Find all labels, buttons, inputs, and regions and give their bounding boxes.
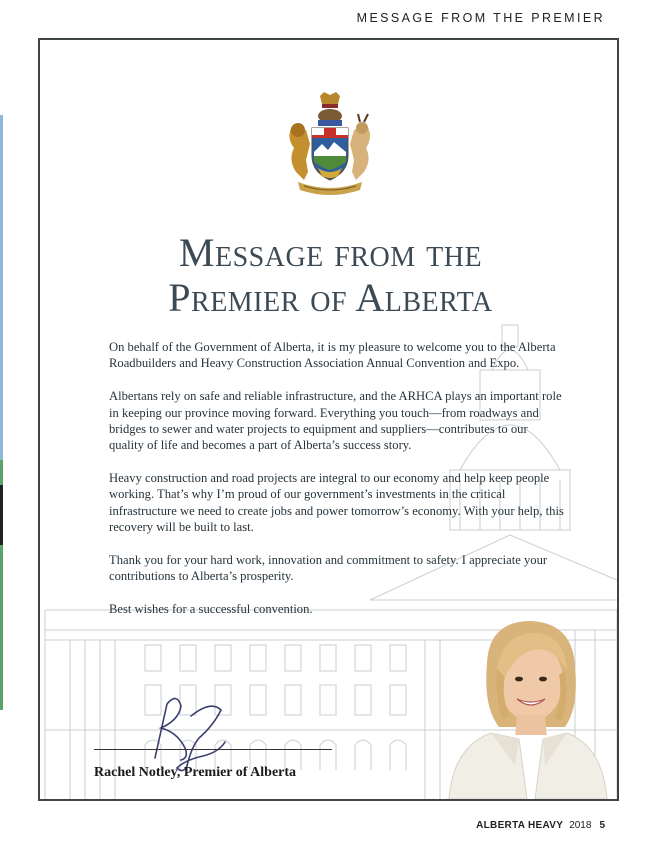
publication-name: ALBERTA HEAVY	[476, 820, 564, 831]
alberta-coat-of-arms-icon	[278, 90, 382, 200]
left-edge-stripe-green	[0, 460, 3, 485]
paragraph: On behalf of the Government of Alberta, it is my pleasure to welcome you to the Alberta Roadbuilders and Heavy Construction Association Annual Convention and Expo.	[109, 340, 556, 371]
paragraph: Albertans rely on safe and reliable infrastructure, and the ARHCA plays an important role in keeping our province moving forward. Everything you touch—from roadways and bridges to sewer and water projects to equipment and suppliers—contributes to our quality of life and becomes a part of Alberta’s success story.	[109, 389, 562, 453]
left-edge-stripe-blue	[0, 115, 3, 460]
paragraph: Thank you for your hard work, innovation and commitment to safety. I appreciate your contributions to Alberta’s prosperity.	[109, 553, 548, 584]
left-edge-stripe-dark	[0, 485, 3, 545]
message-body	[109, 339, 565, 635]
page-title-line-2: Premier of Alberta	[168, 275, 493, 320]
paragraph: Heavy construction and road projects are integral to our economy and help keep people working. That’s why I’m proud of our government’s investments in the critical infrastructure we need to create jobs and power tomorrow’s economy. With your help, this recovery will be built to last.	[109, 471, 564, 534]
signatory-name: Rachel Notley, Premier of Alberta	[94, 765, 297, 780]
page-number: 5	[599, 820, 605, 831]
paragraph: Best wishes for a successful convention.	[109, 602, 313, 617]
signature-line	[94, 749, 332, 750]
left-edge-stripe-green-2	[0, 545, 3, 710]
message-frame	[38, 38, 619, 801]
page-title-line-1: Message from the	[178, 230, 483, 275]
page-footer	[476, 820, 605, 831]
premier-portrait	[439, 615, 617, 799]
section-header: MESSAGE FROM THE PREMIER	[356, 11, 605, 25]
handwritten-signature-icon	[125, 686, 235, 776]
publication-year: 2018	[569, 820, 592, 831]
